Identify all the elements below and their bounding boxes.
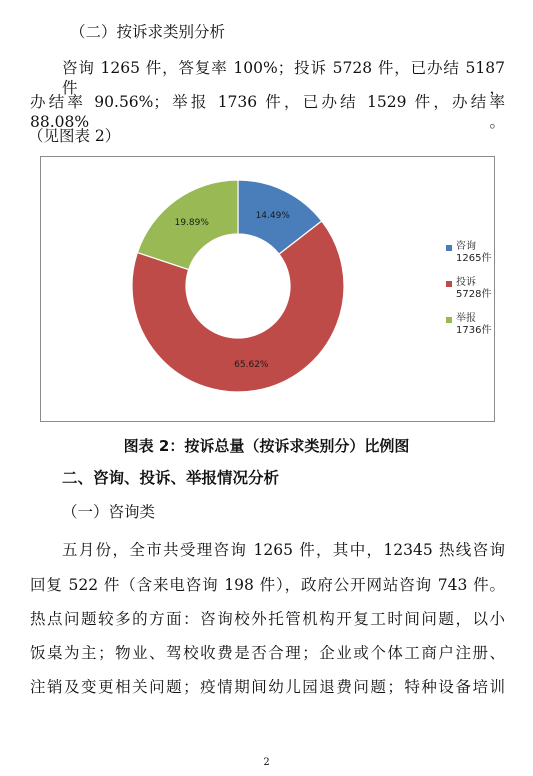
legend-label: 投诉 xyxy=(456,277,476,288)
paragraph-line: 注销及变更相关问题；疫情期间幼儿园退费问题；特种设备培训 xyxy=(30,678,505,696)
paragraph-line: 办结率 90.56%；举报 1736 件，已办结 1529 件，办结率 88.08%。 xyxy=(30,93,505,131)
slice-percent-label: 14.49% xyxy=(255,211,290,222)
paragraph-line: 咨询 1265 件，答复率 100%；投诉 5728 件，已办结 5187 件， xyxy=(62,59,505,97)
slice-percent-label: 19.89% xyxy=(174,217,209,228)
legend-swatch xyxy=(446,245,452,251)
legend-swatch xyxy=(446,317,452,323)
subsection-heading: （一）咨询类 xyxy=(62,503,156,521)
legend-count: 1265件 xyxy=(456,253,492,264)
donut-chart xyxy=(41,157,496,423)
legend-label: 咨询 xyxy=(456,241,476,252)
section-heading: （二）按诉求类别分析 xyxy=(70,23,226,41)
paragraph-line: 热点问题较多的方面：咨询校外托管机构开复工时间问题，以小 xyxy=(30,610,505,628)
legend-item-consult xyxy=(446,241,491,265)
chart-caption: 图表 2：按诉总量（按诉求类别分）比例图 xyxy=(123,437,410,455)
paragraph-line: 回复 522 件（含来电咨询 198 件），政府公开网站咨询 743 件。 xyxy=(30,576,505,594)
page-number: 2 xyxy=(263,757,270,768)
legend-swatch xyxy=(446,281,452,287)
chart-frame xyxy=(40,156,495,422)
paragraph-line: 五月份，全市共受理咨询 1265 件，其中，12345 热线咨询 xyxy=(62,541,505,559)
chart-legend xyxy=(446,241,491,349)
legend-item-complaint xyxy=(446,277,491,301)
slice-percent-label: 65.62% xyxy=(234,359,269,370)
legend-label: 举报 xyxy=(456,313,476,324)
section-heading-2: 二、咨询、投诉、举报情况分析 xyxy=(62,469,280,487)
legend-item-report xyxy=(446,313,491,337)
legend-count: 5728件 xyxy=(456,289,492,300)
legend-count: 1736件 xyxy=(456,325,492,336)
paragraph-line: （见图表 2） xyxy=(28,127,121,145)
paragraph-line: 饭桌为主；物业、驾校收费是否合理；企业或个体工商户注册、 xyxy=(30,644,505,662)
